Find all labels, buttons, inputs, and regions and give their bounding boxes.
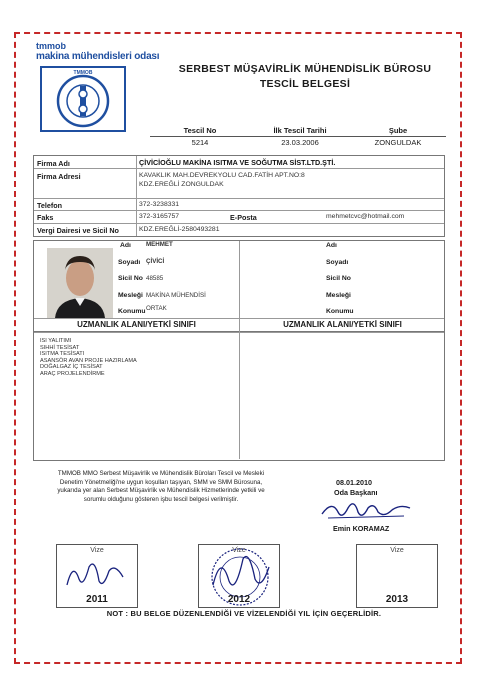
person-right-soyadi-label: Soyadı xyxy=(326,259,349,266)
validity-note: NOT : BU BELGE DÜZENLENDİĞİ VE VİZELENDİĞİ YIL İÇİN GEÇERLİDİR. xyxy=(106,609,382,618)
vize-label: Vize xyxy=(232,547,246,554)
specialty-heading-left: UZMANLIK ALANI/YETKİ SINIFI xyxy=(77,320,196,329)
signature-date: 08.01.2010 xyxy=(336,478,372,487)
vize-signature-icon xyxy=(61,555,135,595)
logo-line1: tmmob xyxy=(36,41,66,51)
person-left-soyadi-label: Soyadı xyxy=(118,259,141,266)
title-line2: TESCİL BELGESİ xyxy=(259,78,351,90)
person-right-sicil-label: Sicil No xyxy=(326,275,351,282)
tmmob-emblem-icon xyxy=(42,68,124,130)
firm-table xyxy=(33,155,445,237)
vize-label: Vize xyxy=(90,547,104,554)
firma-adresi-label: Firma Adresi xyxy=(37,172,81,181)
person-right-adi-label: Adı xyxy=(326,242,337,249)
telefon-value: 372-3238331 xyxy=(139,201,180,208)
adres-line2: KDZ.EREĞLİ ZONGULDAK xyxy=(139,181,224,188)
specialty-list xyxy=(40,338,137,378)
specialty-item: ARAÇ PROJELENDİRME xyxy=(40,370,105,377)
document-title xyxy=(160,62,450,92)
faks-row xyxy=(34,211,444,224)
person-left-konumu-label: Konumu xyxy=(118,308,146,315)
firma-adi-value: ÇİVİCİOĞLU MAKİNA ISITMA VE SOĞUTMA SİST.LTD.ŞTİ. xyxy=(139,158,336,167)
firma-adi-label: Firma Adı xyxy=(37,159,70,168)
vize-label: Vize xyxy=(390,547,404,554)
person-left-meslegi-label: Mesleği xyxy=(118,292,143,299)
person-left-adi-value: MEHMET xyxy=(146,241,173,248)
specialty-item: ASANSÖR AVAN PROJE HAZIRLAMA xyxy=(40,357,137,364)
vize-year: 2013 xyxy=(385,594,409,605)
signature-icon xyxy=(318,494,414,524)
adres-line1: KAVAKLIK MAH.DEVREKYOLU CAD.FATİH APT.NO:8 xyxy=(139,172,305,179)
vergi-value: KDZ.EREĞLİ-2580493281 xyxy=(139,226,220,233)
logo-emblem xyxy=(40,66,126,132)
vize-box-2012 xyxy=(198,544,280,608)
signer-name: Emin KORAMAZ xyxy=(333,524,390,533)
person-left-adi-label: Adı xyxy=(120,242,131,249)
vize-year: 2011 xyxy=(86,594,108,605)
person-left-sicil-label: Sicil No xyxy=(118,275,143,282)
eposta-label: E-Posta xyxy=(230,213,257,222)
specialty-item: SIHHİ TESİSAT xyxy=(40,344,80,351)
person-right-konumu-label: Konumu xyxy=(326,308,354,315)
tescil-no-label: Tescil No xyxy=(150,126,250,137)
footer-statement: TMMOB MMO Serbest Müşavirlik ve Mühendislik Büroları Tescil ve Mesleki Denetim Yönetmeliği'ne uygun koşulları taşıyan, SMM ve SMM Bürosuna, yukarıda yer alan Serbest Müşavirlik ve Mühendislik Hizmetlerinde yetkili ve sorumlu olduğunu gösteren işbu tescil belgesi verilmiştir. xyxy=(57,470,265,503)
specialty-item: ISI YALITIMI xyxy=(40,338,72,344)
specialty-item: ISITMA TESİSATI xyxy=(40,351,85,358)
ilk-tescil-value: 23.03.2006 xyxy=(281,138,319,147)
tescil-no-value: 5214 xyxy=(191,138,209,147)
firma-adi-row xyxy=(34,156,444,169)
person-left-meslegi-value: MAKİNA MÜHENDİSİ xyxy=(146,292,206,299)
owner-photo xyxy=(47,248,113,318)
title-line1: SERBEST MÜŞAVİRLİK MÜHENDİSLİK BÜROSU xyxy=(178,63,432,75)
ilk-tescil-label: İlk Tescil Tarihi xyxy=(250,126,350,137)
person-right-meslegi-label: Mesleği xyxy=(326,292,351,299)
specialty-heading-right: UZMANLIK ALANI/YETKİ SINIFI xyxy=(283,320,402,329)
sube-label: Şube xyxy=(350,126,446,137)
specialty-item: DOĞALGAZ İÇ TESİSAT xyxy=(40,364,103,371)
telefon-label: Telefon xyxy=(37,201,63,210)
eposta-value: mehmetcvc@hotmail.com xyxy=(326,213,405,220)
vize-box-2013 xyxy=(356,544,438,608)
person-left-soyadi-value: ÇİVİCİ xyxy=(146,258,165,265)
person-left-sicil-value: 48585 xyxy=(146,275,164,282)
firma-adresi-row xyxy=(34,169,444,199)
header-row xyxy=(150,126,446,148)
vergi-label: Vergi Dairesi ve Sicil No xyxy=(37,226,119,235)
vize-year: 2012 xyxy=(227,594,251,605)
vergi-row xyxy=(34,224,444,236)
sube-value: ZONGULDAK xyxy=(374,138,422,147)
logo-line2: makina mühendisleri odası xyxy=(36,51,160,62)
emblem-top-text: TMMOB xyxy=(73,70,93,76)
person-left-konumu-value: ORTAK xyxy=(146,305,167,312)
faks-value: 372-3165757 xyxy=(139,213,180,220)
signature-title: Oda Başkanı xyxy=(334,488,378,497)
faks-label: Faks xyxy=(37,213,54,222)
vize-box-2011 xyxy=(56,544,138,608)
telefon-row xyxy=(34,199,444,211)
